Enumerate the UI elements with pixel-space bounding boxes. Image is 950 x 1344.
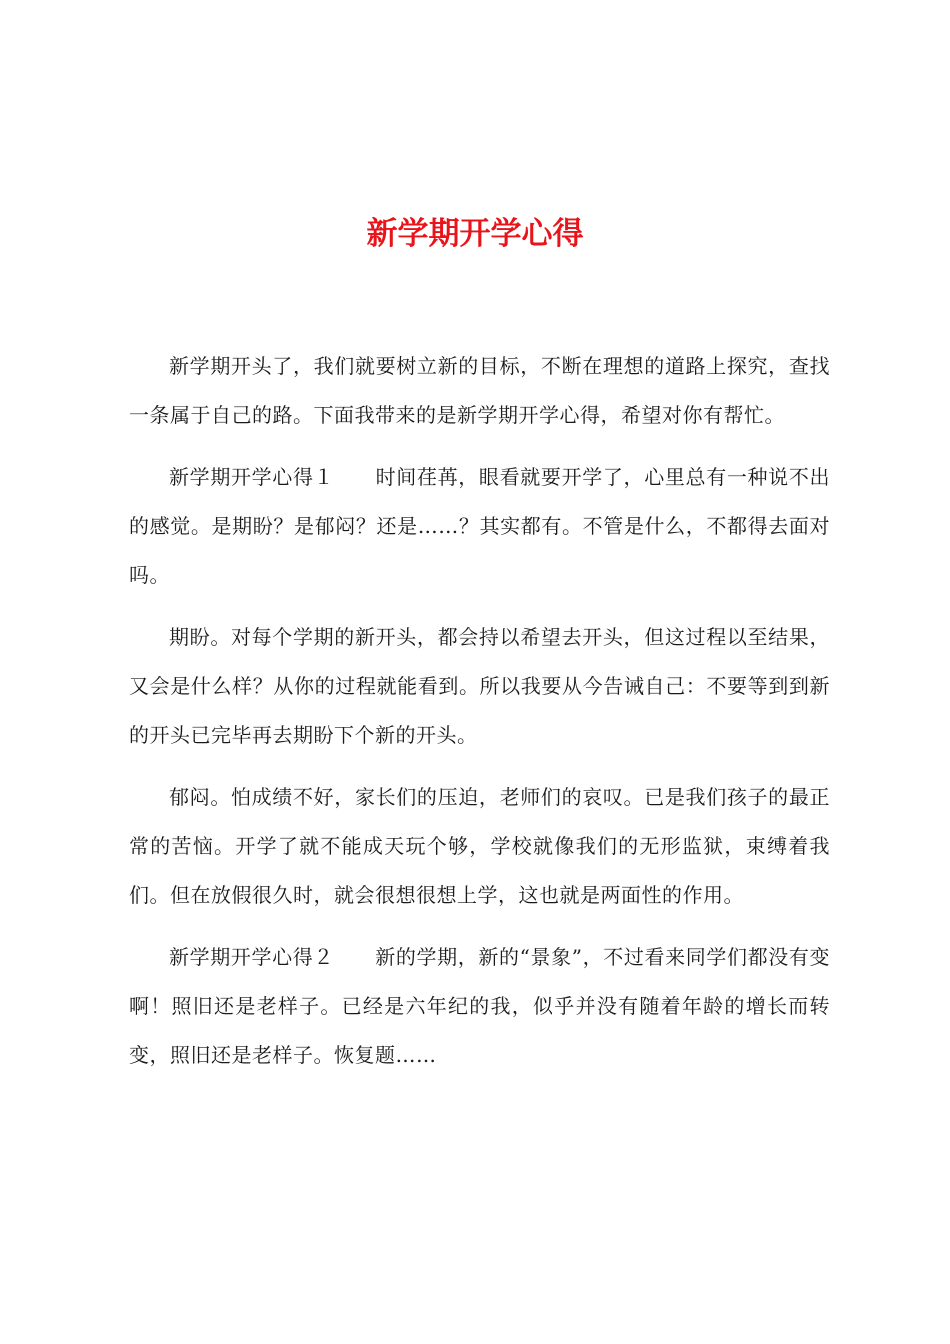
paragraph-depression: 郁闷。怕成绩不好，家长们的压迫，老师们的哀叹。已是我们孩子的最正常的苦恼。开学了就不能成天玩个够，学校就像我们的无形监狱，束缚着我们。但在放假很久时，就会很想很想上学，这也就是两面性的作用。: [129, 785, 830, 907]
paragraph-intro: 新学期开头了，我们就要树立新的目标，不断在理想的道路上探究，查找一条属于自己的路。下面我带来的是新学期开学心得，希望对你有帮忙。: [129, 354, 830, 427]
paragraph-essay-2: 新学期开学心得２ 新的学期，新的“景象”，不过看来同学们都没有变啊！照旧还是老样子。已经是六年纪的我，似乎并没有随着年龄的增长而转变，照旧还是老样子。恢复题……: [129, 945, 830, 1067]
paragraph-expectation: 期盼。对每个学期的新开头，都会持以希望去开头，但这过程以至结果，又会是什么样？从你的过程就能看到。所以我要从今告诫自己：不要等到到新的开头已完毕再去期盼下个新的开头。: [129, 625, 830, 747]
document-body: [129, 342, 830, 1093]
paragraph-essay-1: 新学期开学心得１ 时间荏苒，眼看就要开学了，心里总有一种说不出的感觉。是期盼？是郁闷？还是……？其实都有。不管是什么，不都得去面对吗。: [129, 465, 830, 587]
page-title: 新学期开学心得: [366, 216, 584, 252]
